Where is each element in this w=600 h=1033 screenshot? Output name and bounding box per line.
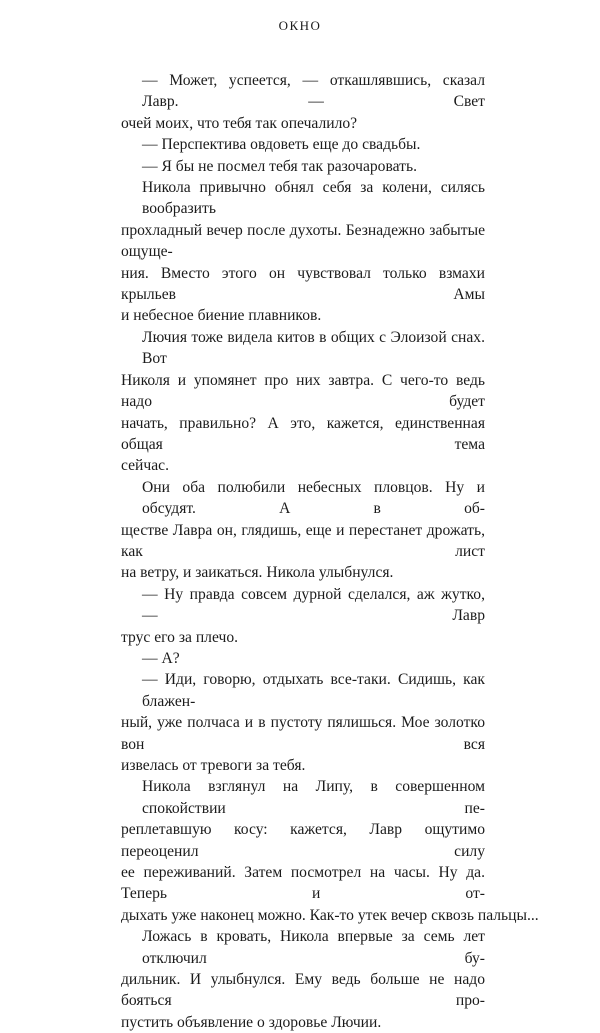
text-line: на ветру, и заикаться. Никола улыбнулся. <box>121 564 394 582</box>
text-line: очей моих, что тебя так опечалило? <box>121 114 358 132</box>
text-line: — Я бы не посмел тебя так разочаровать. <box>142 157 417 175</box>
paragraph <box>121 70 485 134</box>
text-line: Ложась в кровать, Никола впервые за семь лет отключил бу- <box>142 928 485 967</box>
text-line: прохладный вечер после духоты. Безнадежно забытые ощуще- <box>121 221 485 261</box>
text-line: — Иди, говорю, отдыхать все-таки. Сидишь, как блажен- <box>142 671 485 710</box>
running-header: ОКНО <box>278 18 322 33</box>
text-line: реплетавшую косу: кажется, Лавр ощутимо переоценил силу <box>121 821 485 860</box>
text-line: дыхать уже наконец можно. Как-то утек вечер сквозь пальцы... <box>121 906 539 924</box>
text-line: — Ну правда совсем дурной сделался, аж жутко, — Лавр <box>142 585 485 625</box>
paragraph <box>121 177 485 327</box>
text-line: сейчас. <box>121 457 169 475</box>
text-line: ния. Вместо этого он чувствовал только взмахи крыльев Амы <box>121 264 485 304</box>
text-line: ее переживаний. Затем посмотрел на часы. Ну да. Теперь и от- <box>121 864 485 903</box>
text-line: Они оба полюбили небесных пловцов. Ну и обсудят. А в об- <box>142 478 485 518</box>
text-line: — Перспектива овдоветь еще до свадьбы. <box>142 136 421 154</box>
paragraph <box>121 926 485 1033</box>
text-line: и небесное биение плавников. <box>121 307 322 325</box>
text-line: ный, уже полчаса и в пустоту пялишься. Мое золотко вон вся <box>121 714 485 753</box>
text-line: — Может, успеется, — откашлявшись, сказал Лавр. — Свет <box>142 72 485 111</box>
text-line: Николя и упомянет про них завтра. С чего-то ведь надо будет <box>121 371 485 411</box>
paragraph <box>121 669 485 776</box>
paragraph <box>121 648 485 669</box>
text-line: извелась от тревоги за тебя. <box>121 757 306 774</box>
text-line: Лючия тоже видела китов в общих с Элоизой снах. Вот <box>142 328 485 368</box>
text-line: пустить объявление о здоровье Лючии. <box>121 1013 382 1031</box>
text-line: — А? <box>142 649 180 667</box>
paragraph <box>121 134 485 155</box>
paragraph <box>121 584 485 648</box>
text-line: дильник. И улыбнулся. Ему ведь больше не надо бояться про- <box>121 971 485 1010</box>
paragraph <box>121 776 539 926</box>
body-text <box>121 70 539 1033</box>
paragraph <box>121 156 485 177</box>
paragraph <box>121 327 485 477</box>
paragraph <box>121 477 485 584</box>
text-line: Никола взглянул на Липу, в совершенном спокойствии пе- <box>142 778 485 817</box>
text-line: Никола привычно обнял себя за колени, силясь вообразить <box>142 179 485 218</box>
text-line: трус его за плечо. <box>121 628 239 646</box>
text-line: начать, правильно? А это, кажется, единственная общая тема <box>121 414 485 453</box>
text-line: ществе Лавра он, глядишь, еще и перестанет дрожать, как лист <box>121 521 485 560</box>
